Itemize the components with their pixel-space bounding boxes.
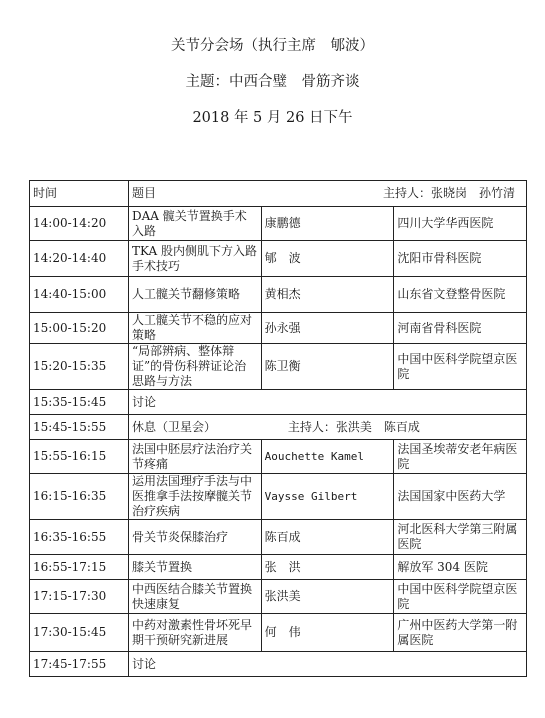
org-cell: 解放军 304 医院 [394,555,527,580]
table-row [30,313,527,344]
session-title: 关节分会场（执行主席 郇波） [171,38,374,54]
speaker-cell: 郇 波 [261,241,394,277]
time-cell: 16:55-17:15 [30,555,129,580]
time-cell: 17:15-17:30 [30,580,129,614]
topic-cell: DAA 髋关节置换手术入路 [129,207,262,241]
topic-cell: TKA 股内侧肌下方入路手术技巧 [129,241,262,277]
time-cell: 16:35-16:55 [30,520,129,555]
table-row [30,241,527,277]
org-cell: 沈阳市骨科医院 [394,241,527,277]
session-hosts: 主持人：张晓岗 孙竹清 [382,186,515,200]
table-row [30,474,527,520]
time-cell: 15:45-15:55 [30,415,129,440]
discussion-row [30,652,527,677]
time-cell: 14:40-15:00 [30,277,129,313]
org-cell: 河北医科大学第三附属医院 [394,520,527,555]
topic-cell: 骨关节炎保膝治疗 [129,520,262,555]
time-cell: 14:20-14:40 [30,241,129,277]
org-cell: 法国圣埃蒂安老年病医院 [394,440,527,474]
time-cell: 14:00-14:20 [30,207,129,241]
col-topic-label: 题目 [132,186,157,200]
rest-cell [129,415,527,440]
topic-cell: 人工髋关节翻修策略 [129,277,262,313]
time-cell: 15:35-15:45 [30,390,129,415]
speaker-cell: 黄相杰 [261,277,394,313]
time-cell: 16:15-16:35 [30,474,129,520]
table-row [30,277,527,313]
table-row [30,580,527,614]
org-cell: 中国中医科学院望京医院 [394,580,527,614]
time-cell: 15:00-15:20 [30,313,129,344]
session-date: 2018 年 5 月 26 日下午 [192,110,353,126]
topic-cell: 运用法国理疗手法与中医推拿手法按摩髋关节治疗疾病 [129,474,262,520]
time-cell: 15:55-16:15 [30,440,129,474]
table-row [30,520,527,555]
table-header-row [30,181,527,207]
session-theme: 主题：中西合璧 骨筋齐谈 [185,74,360,90]
table-row [30,614,527,652]
org-cell: 中国中医科学院望京医院 [394,344,527,390]
topic-cell: 人工髋关节不稳的应对策略 [129,313,262,344]
speaker-cell: 康鹏德 [261,207,394,241]
speaker-cell: Vaysse Gilbert [261,474,394,520]
speaker-cell: 张 洪 [261,555,394,580]
topic-cell: 中西医结合膝关节置换快速康复 [129,580,262,614]
rest-row [30,415,527,440]
table-row [30,207,527,241]
speaker-cell: 孙永强 [261,313,394,344]
discussion-label: 讨论 [129,652,527,677]
col-topic-header [129,181,527,207]
topic-cell: 中药对激素性骨坏死早期干预研究新进展 [129,614,262,652]
speaker-cell: 陈百成 [261,520,394,555]
topic-cell: 法国中胚层疗法治疗关节疼痛 [129,440,262,474]
discussion-label: 讨论 [129,390,527,415]
speaker-cell: 陈卫衡 [261,344,394,390]
table-row [30,440,527,474]
org-cell: 广州中医药大学第一附属医院 [394,614,527,652]
time-cell: 17:30-15:45 [30,614,129,652]
rest-hosts: 主持人：张洪美 陈百成 [287,419,420,434]
speaker-cell: 何 伟 [261,614,394,652]
topic-cell: “局部辨病、整体辩证”的骨伤科辨证论治思路与方法 [129,344,262,390]
time-cell: 17:45-17:55 [30,652,129,677]
table-row [30,344,527,390]
org-cell: 山东省文登整骨医院 [394,277,527,313]
table-row [30,555,527,580]
time-cell: 15:20-15:35 [30,344,129,390]
col-time-header: 时间 [30,181,129,207]
org-cell: 河南省骨科医院 [394,313,527,344]
discussion-row [30,390,527,415]
speaker-cell: 张洪美 [261,580,394,614]
rest-label: 休息（卫星会） [132,419,217,434]
schedule-table [29,180,527,677]
topic-cell: 膝关节置换 [129,555,262,580]
speaker-cell: Aouchette Kamel [261,440,394,474]
org-cell: 法国国家中医药大学 [394,474,527,520]
org-cell: 四川大学华西医院 [394,207,527,241]
